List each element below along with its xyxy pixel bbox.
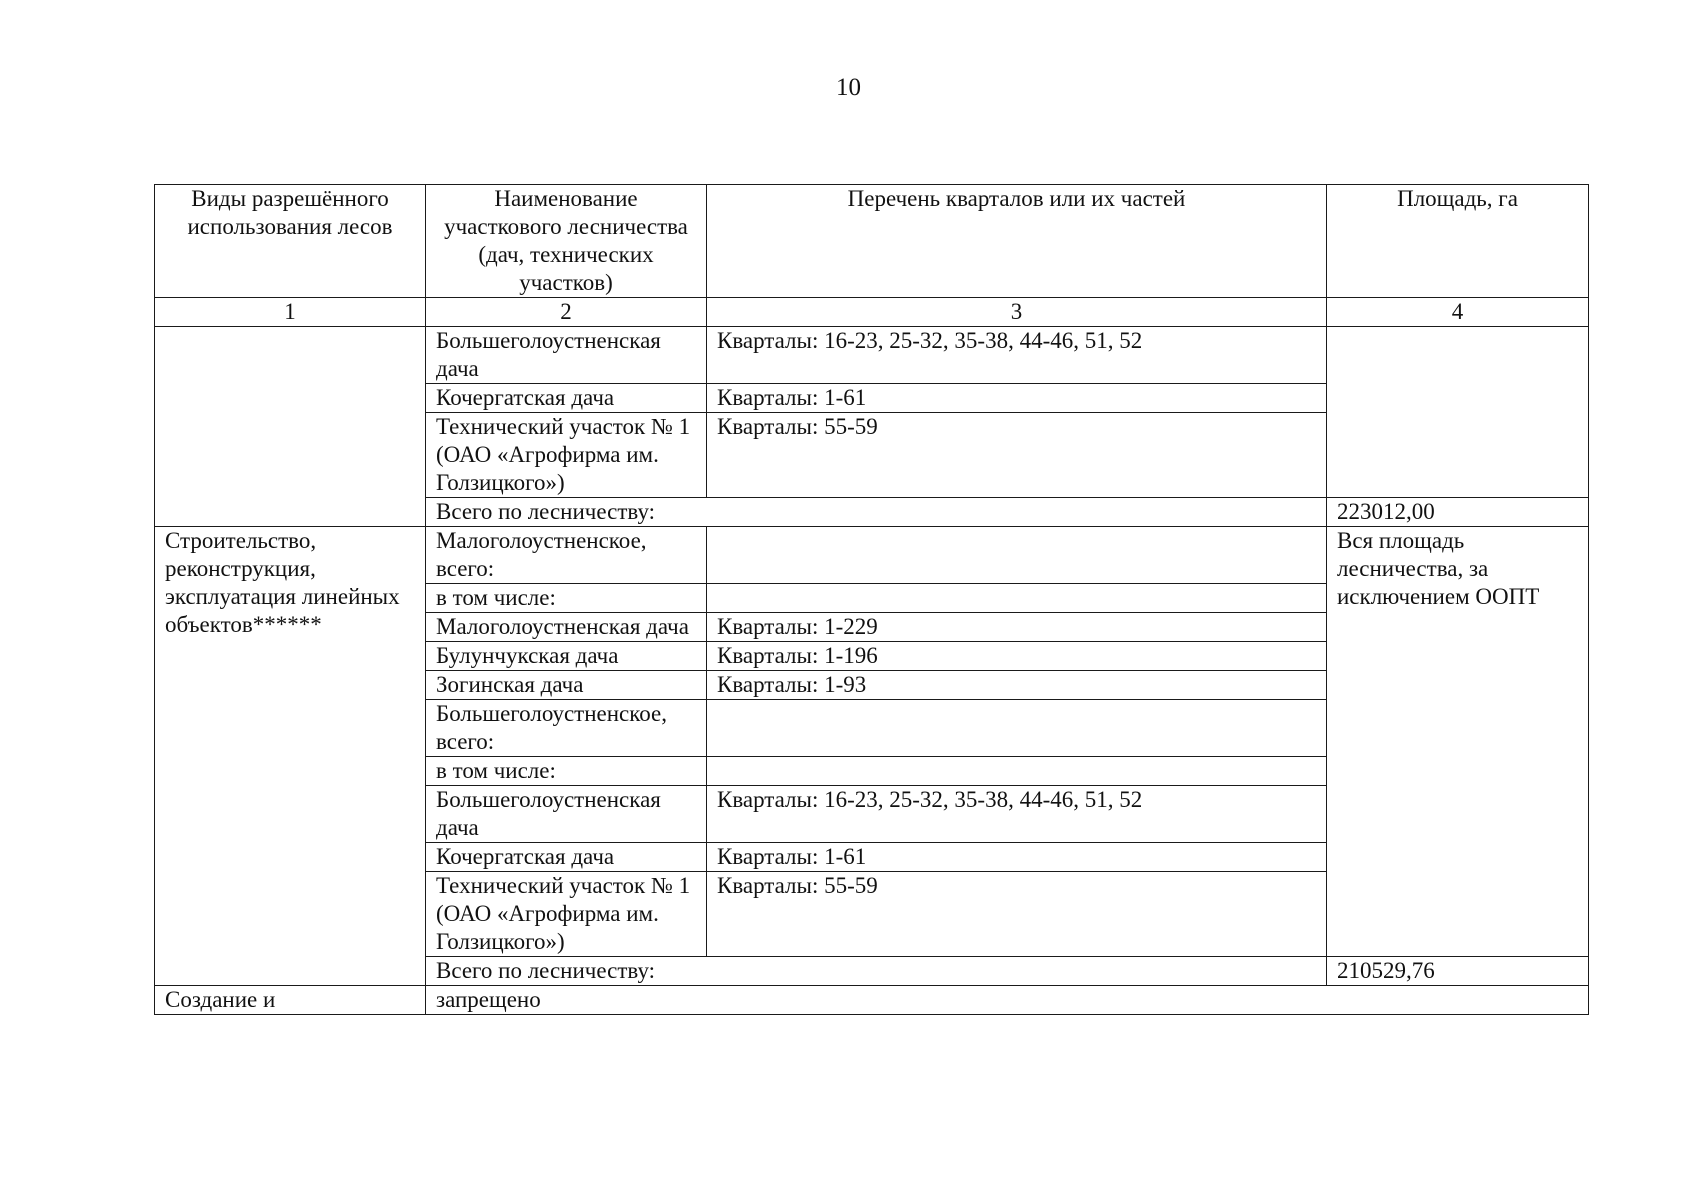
- column-number: 4: [1327, 298, 1589, 327]
- header-use-type: Виды разрешённого использования лесов: [155, 185, 426, 298]
- forestry-name: в том числе:: [426, 757, 707, 786]
- header-forestry-name: Наименование участкового лесничества (дач, технических участков): [426, 185, 707, 298]
- total-value: 223012,00: [1327, 498, 1589, 527]
- forestry-name: Зогинская дача: [426, 671, 707, 700]
- header-row: [155, 185, 1589, 298]
- table-row: [155, 527, 1589, 584]
- forestry-name: Большеголоустненская дача: [426, 327, 707, 384]
- forestry-name: Большеголоустненское, всего:: [426, 700, 707, 757]
- total-label: Всего по лесничеству:: [426, 957, 1327, 986]
- forestry-name: в том числе:: [426, 584, 707, 613]
- quarters-list: Кварталы: 1-229: [707, 613, 1327, 642]
- quarters-list: Кварталы: 16-23, 25-32, 35-38, 44-46, 51, 52: [707, 786, 1327, 843]
- quarters-list: Кварталы: 16-23, 25-32, 35-38, 44-46, 51, 52: [707, 327, 1327, 384]
- quarters-list: Кварталы: 55-59: [707, 413, 1327, 498]
- forestry-name: Малоголоустненская дача: [426, 613, 707, 642]
- area-cell-empty: [1327, 327, 1589, 498]
- header-area: Площадь, га: [1327, 185, 1589, 298]
- header-quarters: Перечень кварталов или их частей: [707, 185, 1327, 298]
- quarters-list: [707, 527, 1327, 584]
- use-type-cell-empty: [155, 327, 426, 527]
- column-number-row: [155, 298, 1589, 327]
- column-number: 2: [426, 298, 707, 327]
- column-number: 1: [155, 298, 426, 327]
- use-type: Создание и: [155, 986, 426, 1015]
- quarters-list: Кварталы: 1-196: [707, 642, 1327, 671]
- table-row: [155, 986, 1589, 1015]
- column-number: 3: [707, 298, 1327, 327]
- forestry-name: Технический участок № 1 (ОАО «Агрофирма им. Голзицкого»): [426, 413, 707, 498]
- quarters-list: Кварталы: 55-59: [707, 872, 1327, 957]
- quarters-list: [707, 700, 1327, 757]
- forest-use-table: [154, 184, 1589, 1015]
- forestry-name: Технический участок № 1 (ОАО «Агрофирма им. Голзицкого»): [426, 872, 707, 957]
- page-number: 10: [836, 74, 861, 101]
- forestry-name: Булунчукская дача: [426, 642, 707, 671]
- area-note: Вся площадь лесничества, за исключением ООПТ: [1327, 527, 1589, 957]
- quarters-list: Кварталы: 1-61: [707, 843, 1327, 872]
- forestry-name: Большеголоустненская дача: [426, 786, 707, 843]
- forestry-name: Кочергатская дача: [426, 843, 707, 872]
- total-label: Всего по лесничеству:: [426, 498, 1327, 527]
- quarters-list: Кварталы: 1-93: [707, 671, 1327, 700]
- quarters-list: Кварталы: 1-61: [707, 384, 1327, 413]
- total-value: 210529,76: [1327, 957, 1589, 986]
- forestry-name: Кочергатская дача: [426, 384, 707, 413]
- forestry-name: Малоголоустненское, всего:: [426, 527, 707, 584]
- quarters-list: [707, 584, 1327, 613]
- table-row: [155, 327, 1589, 384]
- use-status: запрещено: [426, 986, 1589, 1015]
- quarters-list: [707, 757, 1327, 786]
- use-type: Строительство, реконструкция, эксплуатация линейных объектов******: [155, 527, 426, 986]
